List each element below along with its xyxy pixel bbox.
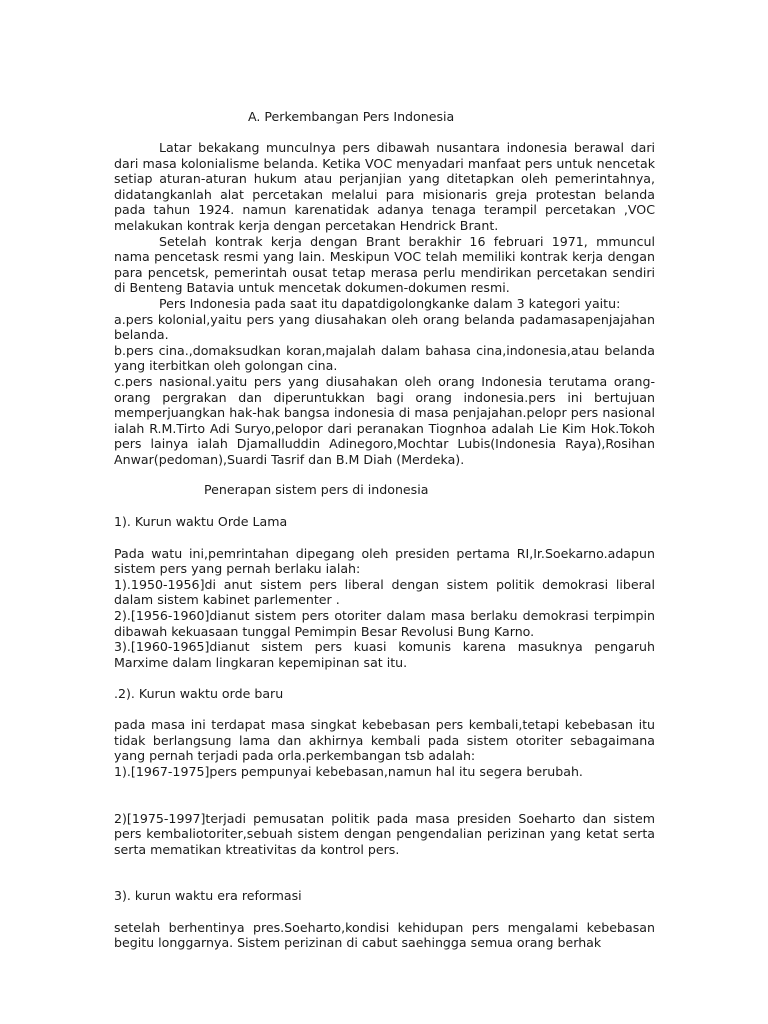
orde-lama-item-2: 2).[1956-1960]dianut sistem pers otoriter dalam masa berlaku demokrasi terpimpin dibawah kekuasaan tunggal Pemimpin Besar Revolusi Bung Karno.	[114, 608, 655, 639]
intro-paragraph-3: Pers Indonesia pada saat itu dapatdigolongkanke dalam 3 kategori yaitu:	[159, 295, 621, 311]
orde-baru-item-1: 1).[1967-1975]pers pempunyai kebebasan,namun hal itu segera berubah.	[114, 763, 583, 779]
category-b: b.pers cina.,domaksudkan koran,majalah dalam bahasa cina,indonesia,atau belanda yang iterbitkan oleh golongan cina.	[114, 342, 655, 374]
orde-baru-item-2: 2)[1975-1997]terjadi pemusatan politik pada masa presiden Soeharto dan sistem pers kembaliotoriter,sebuah sistem dengan pengendalian perizinan yang ketat serta serta mematikan ktreativitas da kontrol pers.	[114, 810, 655, 857]
intro-paragraph-2: Setelah kontrak kerja dengan Brant berakhir 16 februari 1971, mmuncul nama pencetask resmi yang lain. Meskipun VOC telah memiliki kontrak kerja dengan para pencetsk, pemerintah ousat tetap merasa perlu mendirikan percetakan sendiri di Benteng Batavia untuk mencetak dokumen-dokumen resmi.	[114, 233, 655, 296]
orde-baru-heading: .2). Kurun waktu orde baru	[114, 686, 284, 701]
document-body	[114, 109, 655, 951]
orde-lama-heading: 1). Kurun waktu Orde Lama	[114, 514, 288, 530]
section-title: Penerapan sistem pers di indonesia	[204, 482, 429, 498]
category-a: a.pers kolonial,yaitu pers yang diusahakan oleh orang belanda padamasapenjajahan belanda.	[114, 311, 655, 343]
reformasi-heading: 3). kurun waktu era reformasi	[114, 888, 302, 904]
orde-baru-paragraph: pada masa ini terdapat masa singkat kebebasan pers kembali,tetapi kebebasan itu tidak berlangsung lama dan akhirnya kembali pada sistem otoriter sebagaimana yang pernah terjadi pada orla.perkembangan tsb adalah:	[114, 717, 655, 764]
intro-paragraph-1: Latar bekakang munculnya pers dibawah nusantara indonesia berawal dari dari masa kolonialisme belanda. Ketika VOC menyadari manfaat pers untuk nencetak setiap aturan-aturan hukum atau perjanjian yang ditetapkan oleh pemerintahnya, didatangkanlah alat percetakan melalui para misionaris greja protestan belanda pada tahun 1924. namun karenatidak adanya tenaga terampil percetakan ,VOC melakukan kontrak kerja dengan percetakan Hendrick Brant.	[114, 140, 655, 233]
reformasi-paragraph: setelah berhentinya pres.Soeharto,kondisi kehidupan pers mengalami kebebasan begitu longgarnya. Sistem perizinan di cabut saehingga semua orang berhak	[114, 919, 655, 951]
orde-lama-item-1: 1).1950-1956]di anut sistem pers liberal dengan sistem politik demokrasi liberal dalam sistem kabinet parlementer .	[114, 576, 655, 608]
document-title: A. Perkembangan Pers Indonesia	[248, 109, 455, 124]
orde-lama-item-3: 3).[1960-1965]dianut sistem pers kuasi komunis karena masuknya pengaruh Marxime dalam lingkaran kepemipinan sat itu.	[114, 639, 655, 670]
orde-lama-paragraph: Pada watu ini,pemrintahan dipegang oleh presiden pertama RI,Ir.Soekarno.adapun sistem pers yang pernah berlaku ialah:	[114, 545, 655, 577]
category-c: c.pers nasional.yaitu pers yang diusahakan oleh orang Indonesia terutama orang-orang pergrakan dan diperuntukkan bagi orang indonesia.pers ini bertujuan memperjuangkan hak-hak bangsa indonesia di masa penjajahan.pelopr pers nasional ialah R.M.Tirto Adi Suryo,pelopor dari peranakan Tiognhoa adalah Lie Kim Hok.Tokoh pers lainya ialah Djamalluddin Adinegoro,Mochtar Lubis(Indonesia Raya),Rosihan Anwar(pedoman),Suardi Tasrif dan B.M Diah (Merdeka).	[114, 373, 655, 467]
